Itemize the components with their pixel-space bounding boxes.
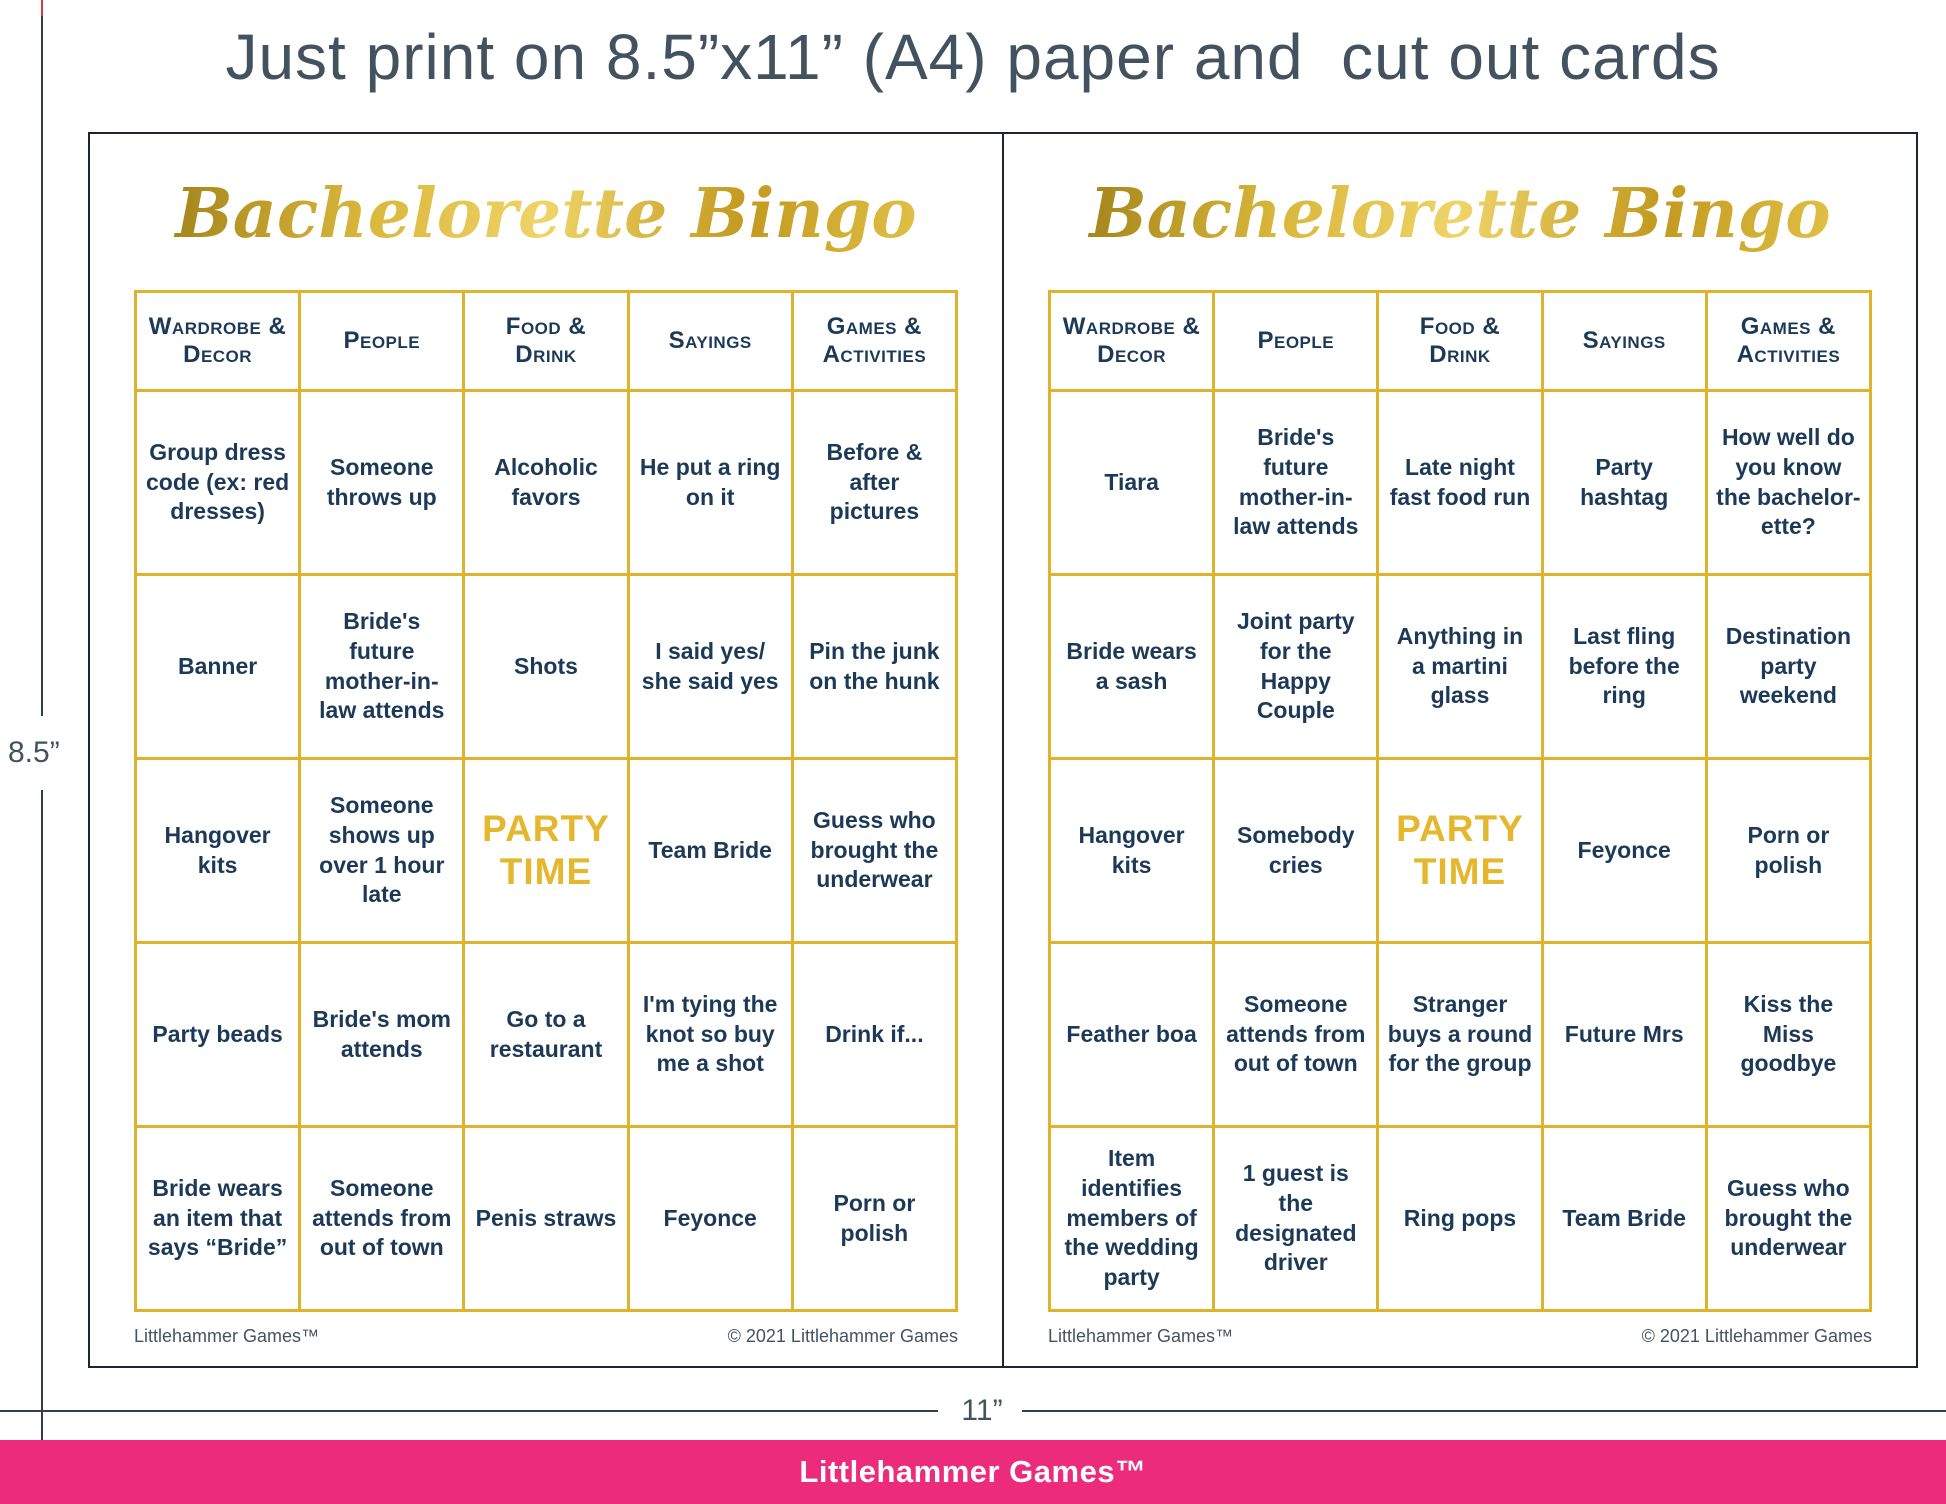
brand-trademark-text: Littlehammer Games™ bbox=[1048, 1326, 1234, 1346]
bingo-cell: Shots bbox=[465, 576, 626, 757]
bingo-cell: Alcoholic favors bbox=[465, 392, 626, 573]
column-header-food: Food & Drink bbox=[465, 293, 626, 389]
bingo-cell: I said yes/ she said yes bbox=[630, 576, 791, 757]
column-header-wardrobe: Wardrobe & Decor bbox=[137, 293, 298, 389]
bingo-card-right bbox=[1002, 134, 1916, 1366]
bingo-cell: Last fling before the ring bbox=[1544, 576, 1705, 757]
bingo-cell: Tiara bbox=[1051, 392, 1212, 573]
bingo-cell: Porn or polish bbox=[794, 1128, 955, 1309]
bingo-cell: Destination party weekend bbox=[1708, 576, 1869, 757]
bingo-cell: Stranger buys a round for the group bbox=[1379, 944, 1540, 1125]
column-header-games: Games & Activities bbox=[794, 293, 955, 389]
bingo-cell: How well do you know the bachelor-ette? bbox=[1708, 392, 1869, 573]
bingo-cell: Team Bride bbox=[1544, 1128, 1705, 1309]
bingo-cell: Bride's mom attends bbox=[301, 944, 462, 1125]
bingo-card-left bbox=[90, 134, 1002, 1366]
width-dimension-line-right bbox=[1022, 1410, 1946, 1412]
card-footer bbox=[1048, 1326, 1872, 1347]
bingo-cell: Penis straws bbox=[465, 1128, 626, 1309]
bingo-cell: Banner bbox=[137, 576, 298, 757]
bingo-cell: Someone attends from out of town bbox=[301, 1128, 462, 1309]
bingo-cell: Before & after pictures bbox=[794, 392, 955, 573]
bingo-cell: Team Bride bbox=[630, 760, 791, 941]
bingo-grid bbox=[1048, 290, 1872, 1312]
height-dimension-label: 8.5” bbox=[8, 736, 60, 769]
bingo-cell: Item identifies members of the wedding party bbox=[1051, 1128, 1212, 1309]
printable-sheet bbox=[88, 132, 1918, 1368]
bingo-cell: Somebody cries bbox=[1215, 760, 1376, 941]
bingo-cell: Late night fast food run bbox=[1379, 392, 1540, 573]
bingo-cell: Kiss the Miss goodbye bbox=[1708, 944, 1869, 1125]
bingo-cell: Anything in a martini glass bbox=[1379, 576, 1540, 757]
bingo-cell: Someone shows up over 1 hour late bbox=[301, 760, 462, 941]
bingo-cell: Feyonce bbox=[630, 1128, 791, 1309]
bingo-cell: Bride's future mother-in-law attends bbox=[1215, 392, 1376, 573]
party-time-free-cell: PARTY TIME bbox=[465, 760, 626, 941]
bingo-cell: 1 guest is the designated driver bbox=[1215, 1128, 1376, 1309]
bingo-cell: He put a ring on it bbox=[630, 392, 791, 573]
party-time-free-cell: PARTY TIME bbox=[1379, 760, 1540, 941]
card-footer bbox=[134, 1326, 958, 1347]
brand-footer-bar bbox=[0, 1440, 1946, 1504]
bingo-cell: Guess who brought the underwear bbox=[1708, 1128, 1869, 1309]
width-dimension-label: 11” bbox=[961, 1394, 1003, 1427]
copyright-text: © 2021 Littlehammer Games bbox=[1641, 1326, 1872, 1346]
column-header-games: Games & Activities bbox=[1708, 293, 1869, 389]
column-header-food: Food & Drink bbox=[1379, 293, 1540, 389]
brand-footer-text: Littlehammer Games™ bbox=[799, 1454, 1147, 1489]
page-title: Just print on 8.5”x11” (A4) paper and cut out cards bbox=[225, 21, 1721, 93]
bingo-grid bbox=[134, 290, 958, 1312]
column-header-people: People bbox=[301, 293, 462, 389]
bingo-cell: Someone attends from out of town bbox=[1215, 944, 1376, 1125]
brand-trademark-text: Littlehammer Games™ bbox=[134, 1326, 320, 1346]
column-header-sayings: Sayings bbox=[1544, 293, 1705, 389]
height-dimension-line-red-tip bbox=[41, 0, 43, 16]
bingo-cell: Someone throws up bbox=[301, 392, 462, 573]
bingo-cell: Future Mrs bbox=[1544, 944, 1705, 1125]
bingo-cell: Joint party for the Happy Couple bbox=[1215, 576, 1376, 757]
height-dimension-line-top bbox=[41, 0, 43, 716]
bingo-cell: Group dress code (ex: red dresses) bbox=[137, 392, 298, 573]
bingo-cell: Party beads bbox=[137, 944, 298, 1125]
height-dimension-line-bottom bbox=[41, 790, 43, 1504]
bingo-cell: Pin the junk on the hunk bbox=[794, 576, 955, 757]
bingo-cell: Drink if... bbox=[794, 944, 955, 1125]
bingo-cell: Bride wears a sash bbox=[1051, 576, 1212, 757]
copyright-text: © 2021 Littlehammer Games bbox=[727, 1326, 958, 1346]
bingo-cell: Go to a restaurant bbox=[465, 944, 626, 1125]
bingo-cell: Bride's future mother-in-law attends bbox=[301, 576, 462, 757]
bingo-cell: Ring pops bbox=[1379, 1128, 1540, 1309]
bingo-cell: Feather boa bbox=[1051, 944, 1212, 1125]
bingo-cell: Feyonce bbox=[1544, 760, 1705, 941]
column-header-people: People bbox=[1215, 293, 1376, 389]
width-dimension-line-left bbox=[0, 1410, 938, 1412]
bingo-cell: Hangover kits bbox=[137, 760, 298, 941]
bingo-cell: Party hashtag bbox=[1544, 392, 1705, 573]
bingo-cell: Guess who brought the underwear bbox=[794, 760, 955, 941]
bingo-cell: I'm tying the knot so buy me a shot bbox=[630, 944, 791, 1125]
bingo-cell: Bride wears an item that says “Bride” bbox=[137, 1128, 298, 1309]
bingo-cell: Hangover kits bbox=[1051, 760, 1212, 941]
card-script-title: Bachelorette Bingo bbox=[1048, 138, 1872, 290]
bingo-cell: Porn or polish bbox=[1708, 760, 1869, 941]
column-header-sayings: Sayings bbox=[630, 293, 791, 389]
column-header-wardrobe: Wardrobe & Decor bbox=[1051, 293, 1212, 389]
card-script-title: Bachelorette Bingo bbox=[134, 138, 958, 290]
